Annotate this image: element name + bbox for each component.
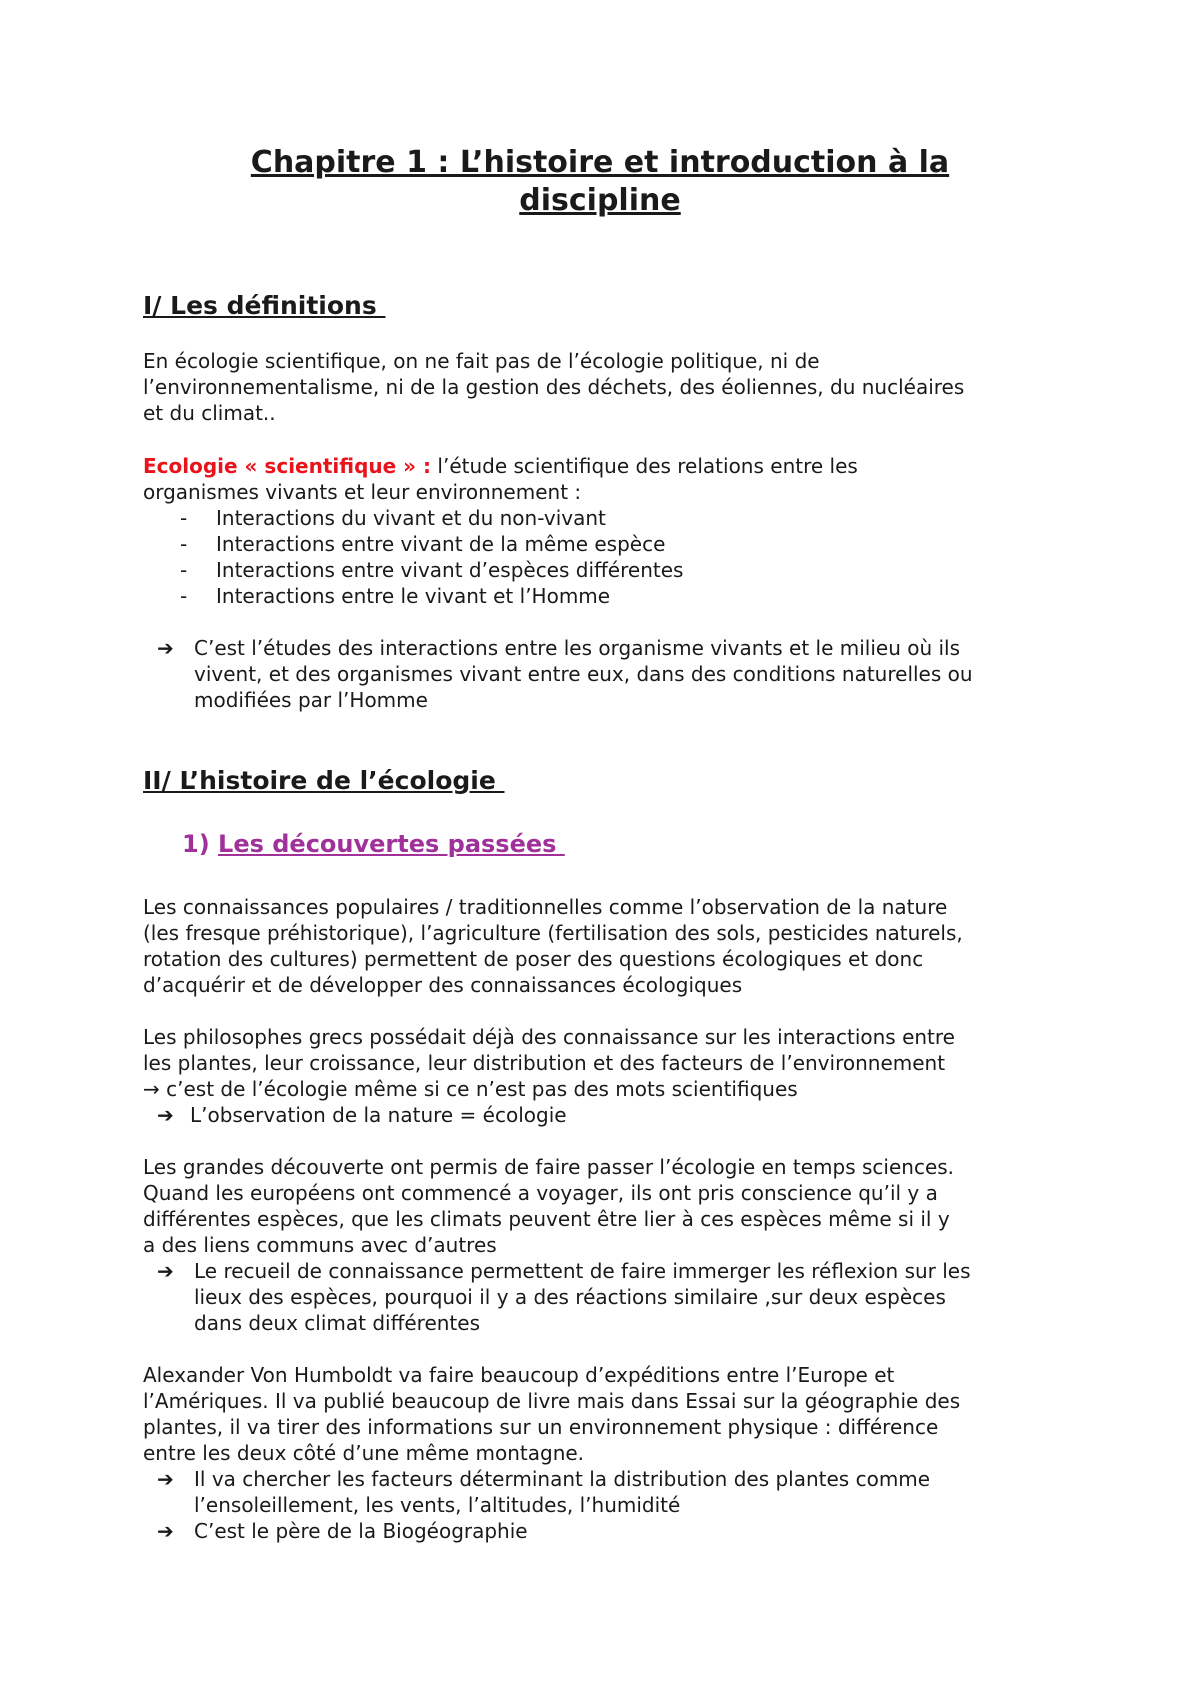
text-line: modifiées par l’Homme (194, 688, 428, 712)
text-line: Les connaissances populaires / traditionnelles comme l’observation de la nature (143, 895, 948, 919)
text-line: vivent, et des organismes vivant entre eux, dans des conditions naturelles ou (194, 662, 973, 686)
arrow-right-icon: ➔ (157, 1467, 174, 1491)
text-line: Les philosophes grecs possédait déjà des connaissance sur les interactions entre (143, 1025, 955, 1049)
arrow-right-icon: ➔ (157, 1103, 174, 1127)
definition-text: l’étude scientifique des relations entre les (431, 454, 858, 478)
subsection-number: 1) (182, 830, 210, 858)
text-line: Le recueil de connaissance permettent de faire immerger les réflexion sur les (194, 1259, 971, 1283)
text-line: l’ensoleillement, les vents, l’altitudes, l’humidité (194, 1493, 681, 1517)
list-item-text: Interactions du vivant et du non-vivant (216, 506, 606, 530)
text-line: organismes vivants et leur environnement : (143, 480, 582, 504)
text-line: et du climat.. (143, 401, 276, 425)
text-line: Quand les européens ont commencé a voyager, ils ont pris conscience qu’il y a (143, 1181, 938, 1205)
paragraph-humboldt (143, 1362, 1083, 1466)
arrow-right-icon: ➔ (157, 1259, 174, 1283)
paragraph-knowledge (143, 894, 1083, 998)
text-line: C’est l’études des interactions entre les organisme vivants et le milieu où ils (194, 636, 961, 660)
definition-paragraph (143, 453, 1083, 505)
text-line: Il va chercher les facteurs déterminant la distribution des plantes comme (194, 1467, 931, 1491)
subsection-heading (182, 828, 565, 860)
chapter-title (120, 144, 1080, 220)
text-line: Alexander Von Humboldt va faire beaucoup d’expéditions entre l’Europe et (143, 1363, 895, 1387)
intro-paragraph (143, 348, 1083, 426)
text-line: lieux des espèces, pourquoi il y a des réactions similaire ,sur deux espèces (194, 1285, 946, 1309)
text-line: Les grandes découverte ont permis de faire passer l’écologie en temps sciences. (143, 1155, 955, 1179)
dash-marker: - (180, 532, 188, 556)
text-line: entre les deux côté d’une même montagne. (143, 1441, 585, 1465)
list-item-text: Interactions entre vivant d’espèces différentes (216, 558, 684, 582)
chapter-title-line-2: discipline (519, 183, 681, 218)
text-line: a des liens communs avec d’autres (143, 1233, 497, 1257)
arrow-text (194, 635, 1084, 713)
arrow-right-icon: ➔ (157, 1519, 174, 1543)
list-item-text: Interactions entre vivant de la même espèce (216, 532, 666, 556)
text-line: (les fresque préhistorique), l’agriculture (fertilisation des sols, pesticides naturels, (143, 921, 963, 945)
section-heading-history: II/ L’histoire de l’écologie (143, 766, 505, 795)
text-line: → c’est de l’écologie même si ce n’est pas des mots scientifiques (143, 1077, 798, 1101)
definition-term: Ecologie « scientifique » : (143, 454, 432, 478)
text-line: d’acquérir et de développer des connaissances écologiques (143, 973, 743, 997)
dash-marker: - (180, 558, 188, 582)
arrow-text (194, 1518, 1084, 1544)
paragraph-discoveries (143, 1154, 1083, 1258)
text-line: l’environnementalisme, ni de la gestion des déchets, des éoliennes, du nucléaires (143, 375, 965, 399)
section-heading-definitions: I/ Les définitions (143, 291, 386, 320)
text-line: l’Amériques. Il va publié beaucoup de livre mais dans Essai sur la géographie des (143, 1389, 961, 1413)
text-line: L’observation de la nature = écologie (190, 1103, 567, 1127)
dash-marker: - (180, 584, 188, 608)
arrow-text (190, 1102, 1080, 1128)
arrow-right-icon: ➔ (157, 636, 174, 660)
text-line: différentes espèces, que les climats peuvent être lier à ces espèces même si il y (143, 1207, 950, 1231)
chapter-title-line-1: Chapitre 1 : L’histoire et introduction à la (250, 145, 950, 180)
arrow-text (194, 1466, 1084, 1518)
list-item-text: Interactions entre le vivant et l’Homme (216, 584, 611, 608)
subsection-title: Les découvertes passées (218, 830, 565, 858)
text-line: plantes, il va tirer des informations sur un environnement physique : différence (143, 1415, 939, 1439)
arrow-text (194, 1258, 1084, 1336)
text-line: En écologie scientifique, on ne fait pas de l’écologie politique, ni de (143, 349, 820, 373)
text-line: dans deux climat différentes (194, 1311, 480, 1335)
text-line (143, 453, 1083, 479)
text-line: rotation des cultures) permettent de poser des questions écologiques et donc (143, 947, 924, 971)
dash-marker: - (180, 506, 188, 530)
paragraph-philosophers (143, 1024, 1083, 1102)
text-line: C’est le père de la Biogéographie (194, 1519, 528, 1543)
text-line: les plantes, leur croissance, leur distribution et des facteurs de l’environnement (143, 1051, 946, 1075)
